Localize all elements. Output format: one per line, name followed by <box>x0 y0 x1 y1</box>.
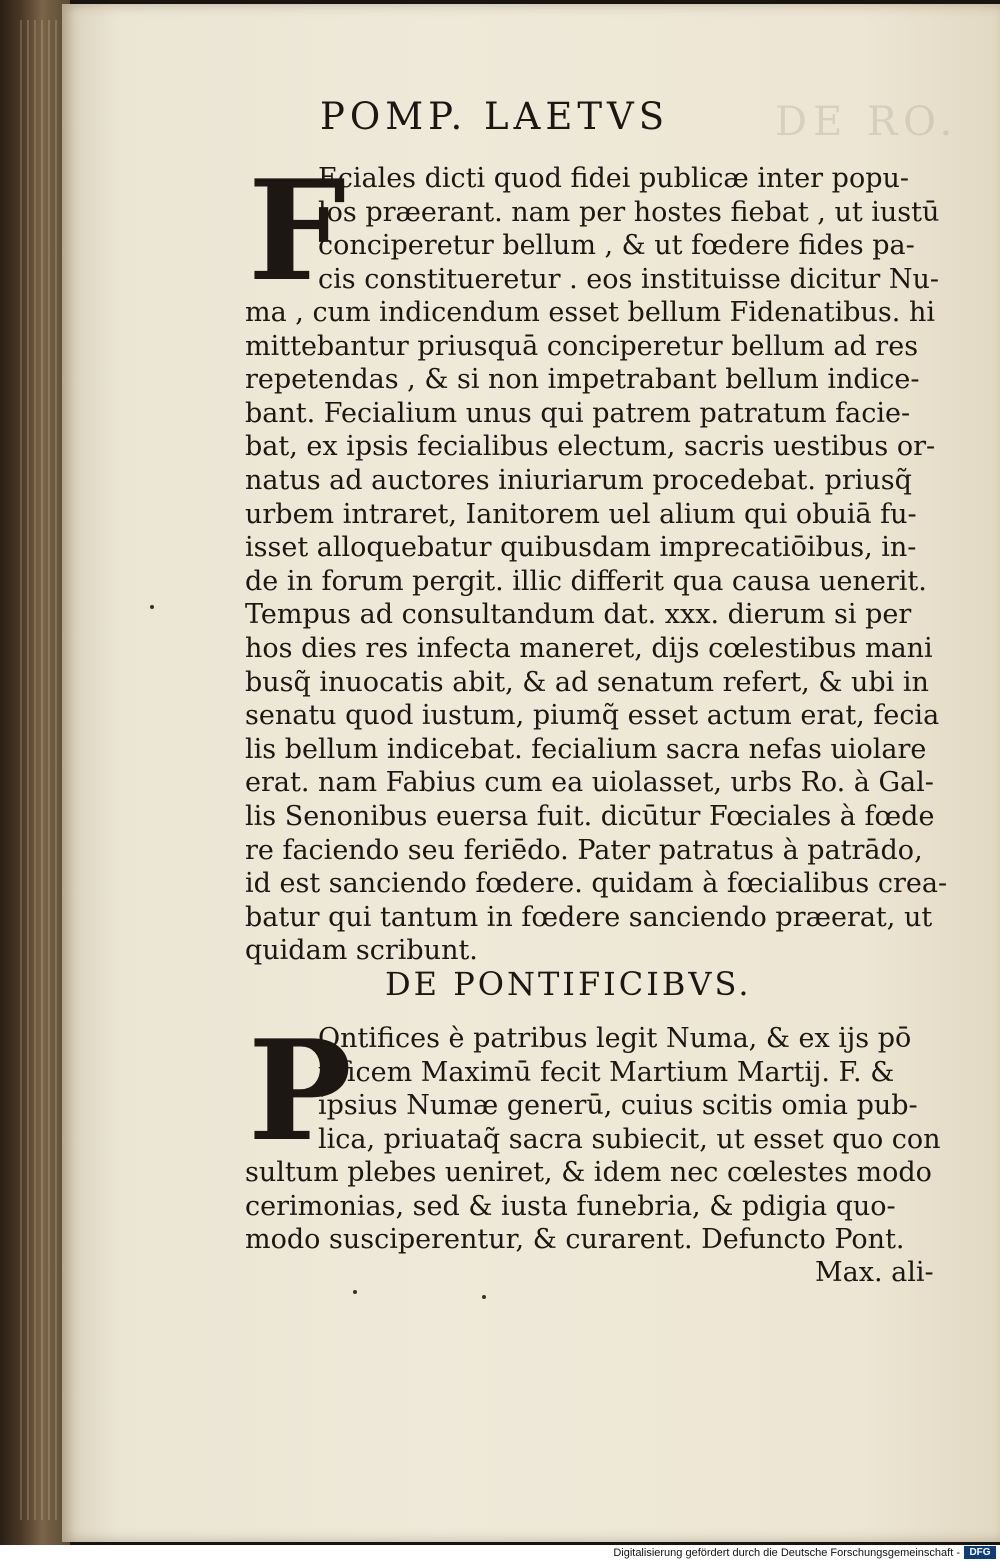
section2-indented-lines <box>318 1022 966 1156</box>
text-line: conciperetur bellum , & ut fœdere fides pa- <box>318 230 915 262</box>
running-head: POMP. LAETVS <box>320 95 670 138</box>
text-line: mittebantur priusquā conciperetur bellum ad res <box>245 330 919 362</box>
digitization-credit: Digitalisierung gefördert durch die Deutsche Forschungsgemeinschaft - <box>613 1547 960 1559</box>
text-line: hos dies res infecta maneret, dijs cœlestibus mani <box>245 632 933 664</box>
text-line: quidam scribunt. <box>245 935 478 967</box>
bleed-through-heading: DE RO. <box>775 99 959 145</box>
ink-speck <box>150 605 154 609</box>
section1-body <box>245 296 967 968</box>
ink-speck <box>353 1290 357 1294</box>
text-line: natus ad auctores iniuriarum procedebat. priusq̃ <box>245 464 912 496</box>
text-line: Eciales dicti quod fidei publicæ inter popu- <box>318 163 909 194</box>
text-line: Ontifices è patribus legit Numa, & ex ijs pō <box>318 1023 912 1054</box>
text-line: erat. nam Fabius cum ea uiolasset, urbs Ro. à Gal- <box>245 767 934 799</box>
text-line: id est sanciendo fœdere. quidam à fœcialibus crea- <box>245 868 948 900</box>
section2-body <box>245 1156 967 1257</box>
text-line: ma , cum indicendum esset bellum Fidenatibus. hi <box>245 297 935 328</box>
text-line: busq̃ inuocatis abit, & ad senatum refert, & ubi in <box>245 666 929 698</box>
text-line: repetendas , & si non impetrabant bellum indice- <box>245 364 920 396</box>
text-line: de in forum pergit. illic differit qua causa uenerit. <box>245 565 927 597</box>
text-line: senatu quod iustum, piumq̃ esset actum erat, fecia <box>245 700 940 732</box>
text-line: lis bellum indicebat. fecialium sacra nefas uiolare <box>245 733 927 765</box>
text-line: lis Senonibus euersa fuit. dicūtur Fœciales à fœde <box>245 800 935 832</box>
text-line: ipsius Numæ generū, cuius scitis omia pub- <box>318 1090 918 1122</box>
text-line: cerimonias, sed & iusta funebria, & pdigia quo- <box>245 1190 896 1222</box>
text-line: cis constitueretur . eos instituisse dicitur Nu- <box>318 263 940 295</box>
text-line: bat, ex ipsis fecialibus electum, sacris uestibus or- <box>245 431 936 463</box>
text-line: los præerant. nam per hostes fiebat , ut iustū <box>318 196 940 228</box>
dfg-logo: DFG <box>964 1546 996 1559</box>
text-line: tificem Maximū fecit Martium Martij. F. & <box>318 1056 895 1088</box>
text-line: lica, priuataq̃ sacra subiecit, ut esset quo con <box>318 1123 941 1155</box>
text-line: modo susciperentur, & curarent. Defuncto Pont. <box>245 1224 905 1256</box>
text-line: batur qui tantum in fœdere sanciendo præerat, ut <box>245 901 933 933</box>
text-line: Tempus ad consultandum dat. xxx. dierum si per <box>245 599 912 631</box>
catchword: Max. ali- <box>815 1257 934 1288</box>
drop-capital-f: F <box>248 149 346 312</box>
text-line: urbem intraret, Ianitorem uel alium qui obuiā fu- <box>245 498 917 530</box>
drop-capital-p: P <box>248 1009 352 1172</box>
ink-speck <box>482 1295 486 1299</box>
text-line: isset alloquebatur quibusdam imprecatiōibus, in- <box>245 532 917 564</box>
section1-indented-lines <box>318 162 966 296</box>
page-edges <box>20 20 65 1520</box>
section-title: DE PONTIFICIBVS. <box>385 965 752 1003</box>
text-line: re faciendo seu feriēdo. Pater patratus à patrādo, <box>245 834 923 866</box>
text-line: bant. Fecialium unus qui patrem patratum facie- <box>245 397 911 429</box>
text-line: sultum plebes ueniret, & idem nec cœlestes modo <box>245 1157 932 1188</box>
